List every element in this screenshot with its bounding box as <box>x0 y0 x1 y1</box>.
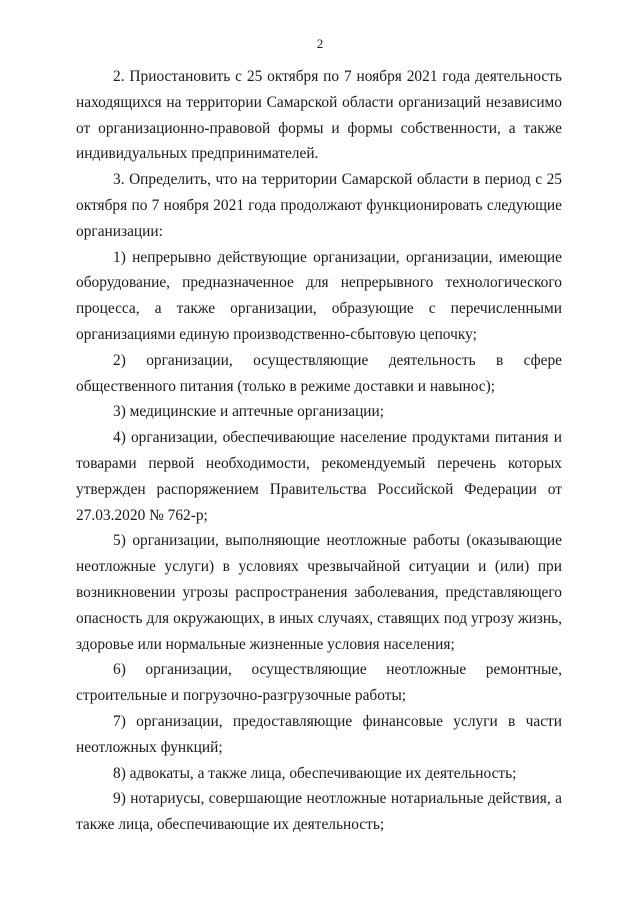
list-item-6-repair-works: 6) организации, осуществляющие неотложные ремонтные, строительные и погрузочно-разгрузочные работы; <box>76 661 562 705</box>
paragraph-3-continue-functioning: 3. Определить, что на территории Самарской области в период с 25 октября по 7 ноября 2021 года продолжают функционировать следующие организации: <box>76 171 562 240</box>
document-body <box>76 64 562 838</box>
list-item-7-financial: 7) организации, предоставляющие финансовые услуги в части неотложных функций; <box>76 712 562 756</box>
list-item-4-food-supply: 4) организации, обеспечивающие население продуктами питания и товарами первой необходимости, рекомендуемый перечень которых утвержден распоряжением Правительства Российской Федерации от 27.03.2020 № 762-р; <box>76 429 562 524</box>
list-item-8-lawyers: 8) адвокаты, а также лица, обеспечивающие их деятельность; <box>113 764 517 782</box>
list-item-1-continuous-organizations: 1) непрерывно действующие организации, организации, имеющие оборудование, предназначенное для непрерывного технологического процесса, а также организации, образующие с перечисленными организациями единую производственно-сбытовую цепочку; <box>76 248 562 343</box>
page-number: 2 <box>316 36 324 51</box>
list-item-2-catering: 2) организации, осуществляющие деятельность в сфере общественного питания (только в режиме доставки и навынос); <box>76 351 562 395</box>
list-item-5-emergency-works: 5) организации, выполняющие неотложные работы (оказывающие неотложные услуги) в условиях чрезвычайной ситуации и (или) при возникновении угрозы распространения заболевания, представляющего опасность для окружающих, в иных случаях, ставящих под угрозу жизнь, здоровье или нормальные жизненные условия населения; <box>76 532 562 653</box>
paragraph-2-suspend-activity: 2. Приостановить с 25 октября по 7 ноября 2021 года деятельность находящихся на территории Самарской области организаций независимо от организационно-правовой формы и формы собственности, а также индивидуальных предпринимателей. <box>76 68 562 163</box>
list-item-3-medical: 3) медицинские и аптечные организации; <box>113 403 385 421</box>
list-item-9-notaries: 9) нотариусы, совершающие неотложные нотариальные действия, а также лица, обеспечивающие их деятельность; <box>76 790 562 834</box>
